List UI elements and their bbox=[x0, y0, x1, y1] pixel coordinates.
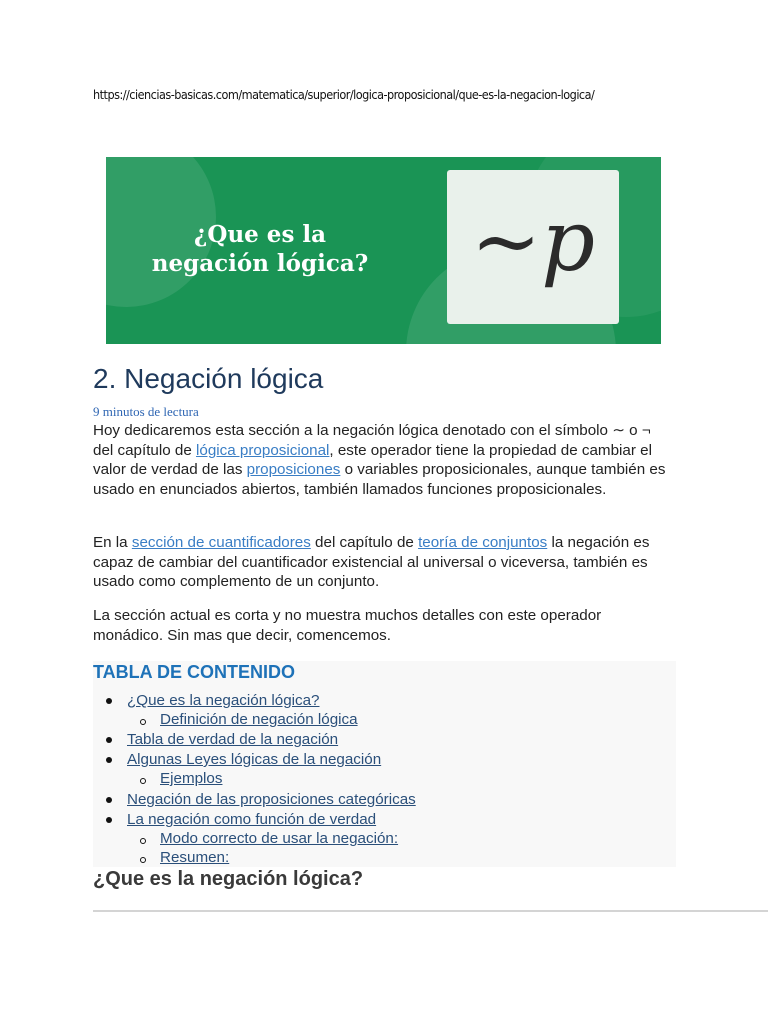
divider bbox=[93, 910, 768, 912]
link-logica-proposicional[interactable]: lógica proposicional bbox=[196, 441, 330, 459]
toc-subitem bbox=[160, 769, 222, 789]
toc-item bbox=[127, 691, 320, 711]
article-title: 2. Negación lógica bbox=[93, 363, 324, 394]
toc-item bbox=[127, 790, 416, 810]
quantifiers-paragraph bbox=[93, 533, 673, 592]
section-heading: ¿Que es la negación lógica? bbox=[93, 868, 364, 890]
toc-subitem bbox=[160, 848, 229, 868]
page-url: https://ciencias-basicas.com/matematica/superior/logica-proposicional/que-es-la-negacion-logica/ bbox=[93, 88, 595, 102]
toc-link[interactable]: La negación como función de verdad bbox=[127, 811, 377, 828]
banner-symbol-card bbox=[447, 170, 619, 324]
toc-link[interactable]: Definición de negación lógica bbox=[160, 711, 358, 728]
read-time: 9 minutos de lectura bbox=[93, 404, 199, 419]
banner-title: ¿Que es la negación lógica? bbox=[151, 221, 369, 277]
toc-link[interactable]: Ejemplos bbox=[160, 770, 223, 787]
table-of-contents bbox=[93, 661, 676, 867]
link-teoria-conjuntos[interactable]: teoría de conjuntos bbox=[418, 534, 548, 551]
closing-paragraph: La sección actual es corta y no muestra muchos detalles con este operador monádico. Sin mas que decir, comencemos. bbox=[93, 607, 602, 644]
toc-link[interactable]: ¿Que es la negación lógica? bbox=[127, 692, 320, 709]
toc-heading: TABLA DE CONTENIDO bbox=[93, 662, 295, 682]
toc-link[interactable]: Tabla de verdad de la negación bbox=[127, 731, 339, 748]
paragraph-text: o variables proposicionales, aunque también es usado en enunciados abiertos, también llamados funciones proposicionales. bbox=[93, 461, 666, 498]
toc-subitem bbox=[160, 710, 358, 730]
paragraph-text: , este operador tiene la propiedad de cambiar el valor de verdad de las bbox=[93, 441, 652, 478]
paragraph-text: del capítulo de bbox=[310, 534, 419, 551]
toc-item bbox=[127, 730, 338, 750]
article-banner-image bbox=[106, 157, 661, 344]
paragraph-text: Hoy dedicaremos esta sección a la negación lógica denotado con el símbolo ∼ o ¬ del capítulo de bbox=[93, 422, 651, 459]
paragraph-text: En la bbox=[93, 534, 132, 551]
intro-paragraph bbox=[93, 421, 673, 499]
toc-subitem bbox=[160, 829, 398, 849]
link-seccion-cuantificadores[interactable]: sección de cuantificadores bbox=[131, 534, 311, 551]
toc-link[interactable]: Resumen: bbox=[160, 849, 230, 866]
paragraph-text: la negación es capaz de cambiar del cuantificador existencial al universal o viceversa, también es usado como complemento de un conjunto. bbox=[93, 534, 650, 590]
banner-symbol: ~p bbox=[470, 192, 596, 290]
toc-item bbox=[127, 810, 376, 830]
link-proposiciones[interactable]: proposiciones bbox=[246, 461, 341, 478]
toc-item bbox=[127, 750, 381, 770]
toc-link[interactable]: Algunas Leyes lógicas de la negación bbox=[127, 751, 382, 768]
toc-link[interactable]: Modo correcto de usar la negación: bbox=[160, 830, 399, 847]
toc-link[interactable]: Negación de las proposiciones categóricas bbox=[127, 791, 416, 808]
